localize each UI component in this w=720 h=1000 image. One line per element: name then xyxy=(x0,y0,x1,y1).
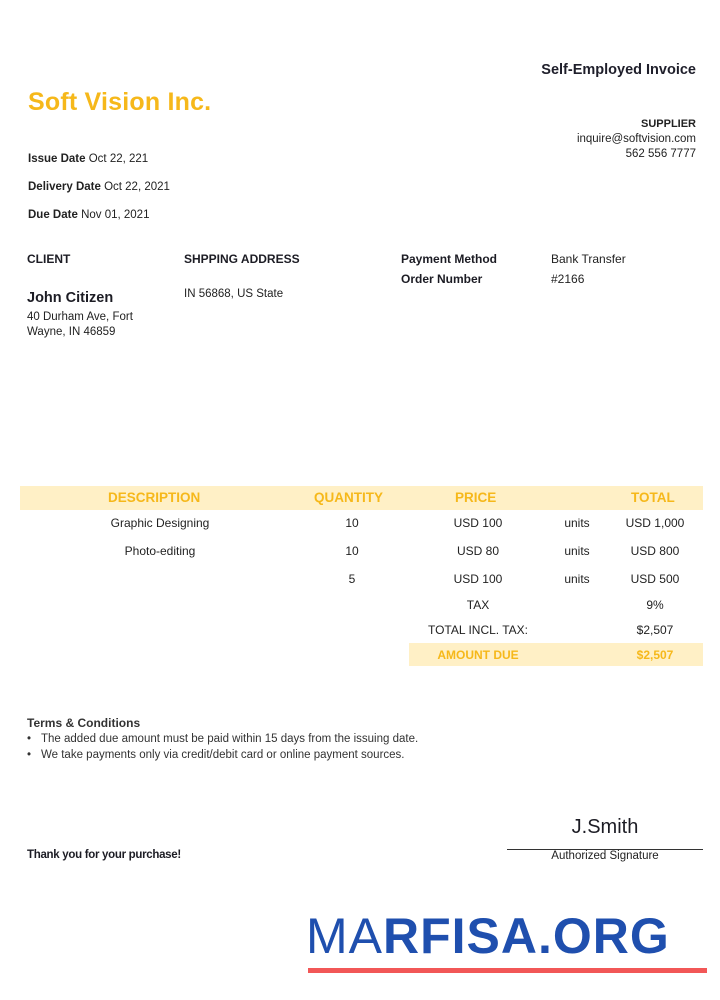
bullet-icon: • xyxy=(27,749,32,761)
order-number-value: #2166 xyxy=(551,272,585,286)
document-title: Self-Employed Invoice xyxy=(541,62,696,78)
thank-you-note: Thank you for your purchase! xyxy=(27,849,181,861)
issue-date-value: Oct 22, 221 xyxy=(88,153,149,165)
client-address: 40 Durham Ave, Fort Wayne, IN 46859 xyxy=(27,311,133,338)
amount-due-label: AMOUNT DUE xyxy=(437,648,519,662)
tax-label: TAX xyxy=(466,598,490,612)
company-name: Soft Vision Inc. xyxy=(28,88,212,116)
supplier-email: inquire@softvision.com xyxy=(576,133,696,145)
row-total: USD 800 xyxy=(630,544,680,558)
shipping-heading: SHPPING ADDRESS xyxy=(184,252,300,266)
supplier-phone: 562 556 7777 xyxy=(625,148,696,160)
terms-text: The added due amount must be paid within 15 days from the issuing date. xyxy=(41,733,419,745)
row-total: USD 1,000 xyxy=(625,516,685,530)
client-heading: CLIENT xyxy=(27,252,71,266)
shipping-address: IN 56868, US State xyxy=(184,288,284,300)
row-quantity: 10 xyxy=(345,544,359,558)
issue-date xyxy=(28,153,148,165)
watermark-bold: RFISA.ORG xyxy=(383,908,670,964)
row-total: USD 500 xyxy=(630,572,680,586)
row-quantity: 10 xyxy=(345,516,359,530)
col-total: TOTAL xyxy=(631,490,675,505)
issue-date-label: Issue Date xyxy=(28,153,86,165)
row-quantity: 5 xyxy=(348,572,356,586)
row-unit: units xyxy=(564,544,590,558)
row-description: Graphic Designing xyxy=(110,516,210,530)
total-incl-tax-label: TOTAL INCL. TAX: xyxy=(427,623,529,637)
payment-method-label: Payment Method xyxy=(401,252,498,266)
supplier-block xyxy=(577,117,696,162)
col-quantity: QUANTITY xyxy=(314,490,383,505)
row-price: USD 100 xyxy=(453,516,503,530)
watermark-logo xyxy=(306,908,670,964)
terms-title: Terms & Conditions xyxy=(27,716,141,730)
due-date-label: Due Date xyxy=(28,209,78,221)
terms-item xyxy=(27,733,418,745)
col-description: DESCRIPTION xyxy=(108,490,201,505)
payment-method-value: Bank Transfer xyxy=(551,252,626,266)
delivery-date-label: Delivery Date xyxy=(28,181,101,193)
signature-label: Authorized Signature xyxy=(551,850,659,862)
row-description: Photo-editing xyxy=(124,544,196,558)
delivery-date xyxy=(28,181,170,193)
watermark-thin: MA xyxy=(306,908,383,964)
row-unit: units xyxy=(564,572,590,586)
row-unit: units xyxy=(564,516,590,530)
watermark-underline xyxy=(308,968,707,973)
due-date-value: Nov 01, 2021 xyxy=(81,209,150,221)
row-price: USD 80 xyxy=(456,544,500,558)
order-number-label: Order Number xyxy=(401,272,483,286)
amount-due-value: $2,507 xyxy=(636,648,674,662)
due-date xyxy=(28,209,149,221)
row-price: USD 100 xyxy=(453,572,503,586)
terms-item xyxy=(27,749,405,761)
bullet-icon: • xyxy=(27,733,32,745)
supplier-label: SUPPLIER xyxy=(640,118,696,130)
client-name: John Citizen xyxy=(27,290,114,306)
total-incl-tax-value: $2,507 xyxy=(636,623,674,637)
tax-value: 9% xyxy=(646,598,664,612)
signature-name: J.Smith xyxy=(571,816,639,838)
delivery-date-value: Oct 22, 2021 xyxy=(104,181,170,193)
col-price: PRICE xyxy=(455,490,497,505)
terms-text: We take payments only via credit/debit card or online payment sources. xyxy=(41,749,405,761)
